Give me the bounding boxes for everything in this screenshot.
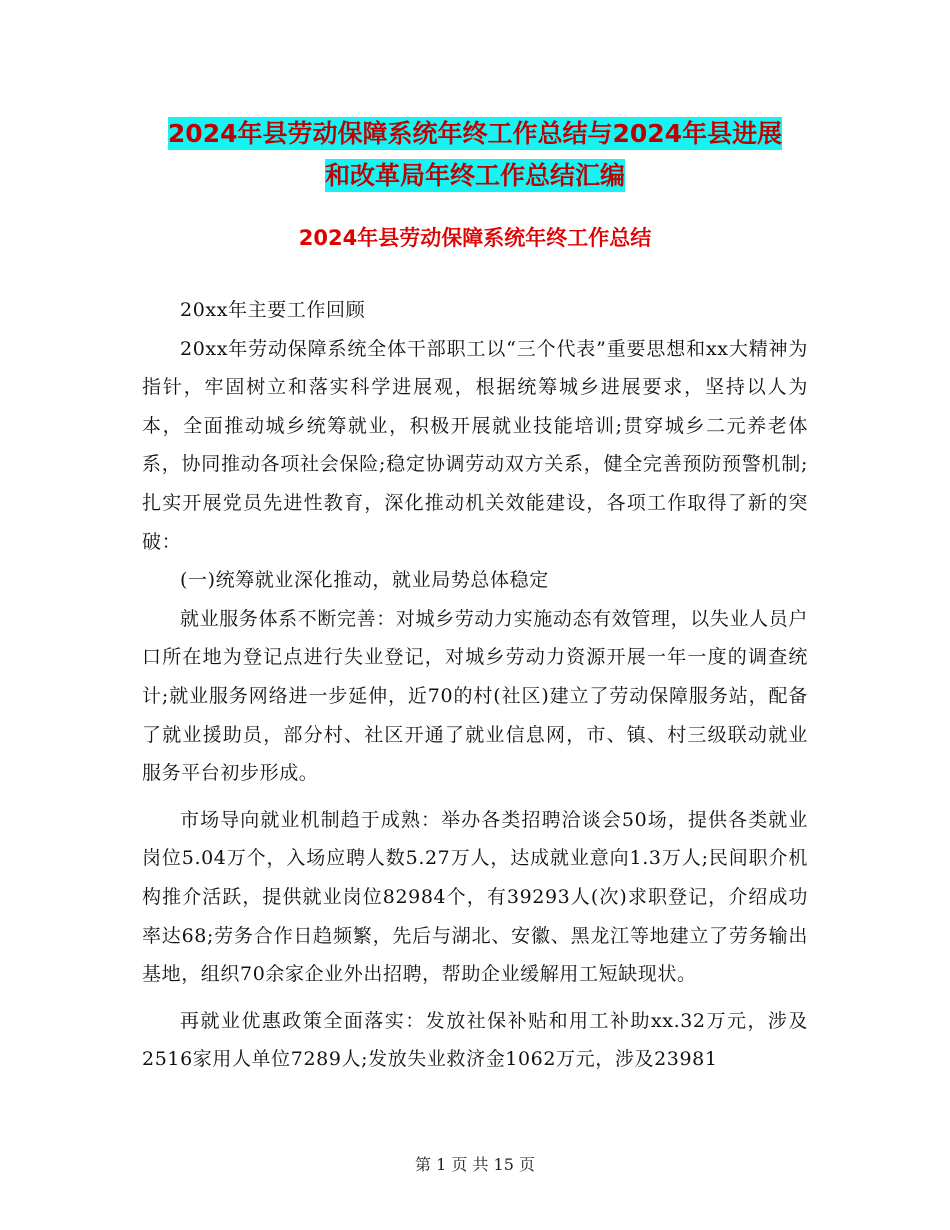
section-title: 2024年县劳动保障系统年终工作总结	[298, 226, 652, 250]
paragraph: 就业服务体系不断完善：对城乡劳动力实施动态有效管理，以失业人员户口所在地为登记点进行失业登记，对城乡劳动力资源开展一年一度的调查统计;就业服务网络进一步延伸，近70的村(社区)建立了劳动保障服务站，配备了就业援助员，部分村、社区开通了就业信息网，市、镇、村三级联动就业服务平台初步形成。	[142, 607, 808, 785]
paragraph-subheading: (一)统筹就业深化推动，就业局势总体稳定	[180, 569, 549, 592]
title-highlight: 2024年县劳动保障系统年终工作总结与2024年县进展	[167, 119, 783, 148]
page-footer: 第 1 页 共 15 页	[415, 1155, 535, 1174]
document-title-line-1	[140, 110, 810, 158]
title-highlight: 和改革局年终工作总结汇编	[324, 161, 625, 190]
paragraph-heading: 20xx年主要工作回顾	[180, 299, 366, 321]
paragraph: 20xx年劳动保障系统全体干部职工以“三个代表”重要思想和xx大精神为指针，牢固树立和落实科学进展观，根据统筹城乡进展要求，坚持以人为本，全面推动城乡统筹就业，积极开展就业技能培训;贯穿城乡二元养老体系，协同推动各项社会保险;稳定协调劳动双方关系，健全完善预防预警机制;扎实开展党员先进性教育，深化推动机关效能建设，各项工作取得了新的突破：	[142, 337, 808, 553]
paragraph: 市场导向就业机制趋于成熟：举办各类招聘洽谈会50场，提供各类就业岗位5.04万个，入场应聘人数5.27万人，达成就业意向1.3万人;民间职介机构推介活跃，提供就业岗位82984个，有39293人(次)求职登记，介绍成功率达68;劳务合作日趋频繁，先后与湖北、安徽、黑龙江等地建立了劳务输出基地，组织70余家企业外出招聘，帮助企业缓解用工短缺现状。	[142, 808, 808, 986]
paragraph: 再就业优惠政策全面落实：发放社保补贴和用工补助xx.32万元，涉及2516家用人单位7289人;发放失业救济金1062万元，涉及23981	[142, 1009, 808, 1071]
document-title-line-2	[140, 152, 810, 200]
document-body	[142, 291, 808, 1079]
